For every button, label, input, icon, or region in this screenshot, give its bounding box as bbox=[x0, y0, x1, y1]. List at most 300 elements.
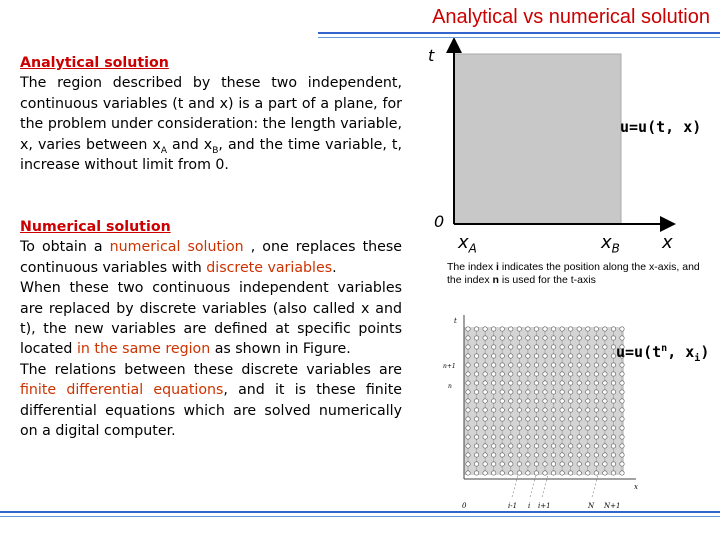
grid-node bbox=[551, 435, 555, 439]
grid-node bbox=[551, 390, 555, 394]
grid-node bbox=[483, 444, 487, 448]
grid-node bbox=[560, 417, 564, 421]
grid-label-N1: N+1 bbox=[604, 502, 621, 510]
grid-node bbox=[474, 426, 478, 430]
grid-node bbox=[543, 399, 547, 403]
index-note: The index i indicates the position along the x-axis, and the index n is used for the t-axis bbox=[447, 261, 700, 286]
grid-node bbox=[586, 408, 590, 412]
grid-node bbox=[483, 345, 487, 349]
grid-node bbox=[577, 345, 581, 349]
grid-node bbox=[620, 435, 624, 439]
grid-node bbox=[560, 354, 564, 358]
grid-label-0: 0 bbox=[462, 502, 467, 510]
grid-node bbox=[509, 390, 513, 394]
grid-node bbox=[474, 444, 478, 448]
grid-node bbox=[483, 354, 487, 358]
grid-node bbox=[474, 408, 478, 412]
grid-node bbox=[603, 435, 607, 439]
grid-node bbox=[594, 462, 598, 466]
grid-label-N: N bbox=[588, 502, 595, 510]
grid-node bbox=[517, 444, 521, 448]
grid-node bbox=[568, 390, 572, 394]
grid-node bbox=[474, 417, 478, 421]
grid-node bbox=[611, 327, 615, 331]
grid-node bbox=[577, 435, 581, 439]
grid-node bbox=[517, 390, 521, 394]
grid-node bbox=[560, 462, 564, 466]
grid-node bbox=[491, 372, 495, 376]
grid-node bbox=[594, 336, 598, 340]
grid-node bbox=[491, 426, 495, 430]
grid-node bbox=[483, 372, 487, 376]
grid-node bbox=[466, 444, 470, 448]
grid-node bbox=[543, 435, 547, 439]
grid-node bbox=[594, 435, 598, 439]
grid-node bbox=[560, 327, 564, 331]
grid-node bbox=[500, 327, 504, 331]
grid-node bbox=[586, 336, 590, 340]
grid-node bbox=[620, 363, 624, 367]
grid-node bbox=[517, 408, 521, 412]
grid-node bbox=[466, 381, 470, 385]
grid-node bbox=[551, 336, 555, 340]
grid-node bbox=[551, 327, 555, 331]
grid-node bbox=[611, 408, 615, 412]
grid-node bbox=[474, 336, 478, 340]
grid-node bbox=[517, 345, 521, 349]
index-leader-line bbox=[542, 475, 548, 497]
grid-node bbox=[551, 426, 555, 430]
grid-node bbox=[620, 399, 624, 403]
grid-node bbox=[526, 372, 530, 376]
grid-node bbox=[611, 372, 615, 376]
grid-node bbox=[568, 336, 572, 340]
grid-node bbox=[500, 345, 504, 349]
bottom-divider bbox=[0, 511, 720, 513]
grid-label-t: t bbox=[454, 317, 457, 325]
grid-node bbox=[534, 426, 538, 430]
grid-node bbox=[491, 462, 495, 466]
origin-label: 0 bbox=[434, 212, 445, 231]
grid-node bbox=[603, 363, 607, 367]
grid-node bbox=[526, 327, 530, 331]
grid-node bbox=[543, 327, 547, 331]
grid-node bbox=[534, 399, 538, 403]
grid-node bbox=[586, 381, 590, 385]
grid-node bbox=[474, 471, 478, 475]
grid-node bbox=[560, 336, 564, 340]
grid-node bbox=[560, 390, 564, 394]
grid-node bbox=[466, 408, 470, 412]
grid-node bbox=[534, 444, 538, 448]
analytical-text: The region described by these two independent, continuous variables (t and x) is a part of a plane, for the problem under consideration: the length variable, x, varies between $x_A$ and $x_B$, and the time variable, t, increase without limit from 0. bbox=[20, 75, 403, 174]
grid-node bbox=[491, 471, 495, 475]
grid-node bbox=[603, 417, 607, 421]
grid-node bbox=[509, 345, 513, 349]
grid-node bbox=[500, 444, 504, 448]
grid-node bbox=[466, 327, 470, 331]
grid-node bbox=[483, 426, 487, 430]
grid-node bbox=[491, 399, 495, 403]
grid-node bbox=[620, 408, 624, 412]
grid-node bbox=[491, 345, 495, 349]
grid-node bbox=[500, 336, 504, 340]
grid-node bbox=[466, 462, 470, 466]
continuous-region-figure bbox=[410, 38, 720, 268]
grid-node bbox=[543, 417, 547, 421]
grid-node bbox=[611, 345, 615, 349]
grid-node bbox=[509, 453, 513, 457]
grid-node bbox=[611, 417, 615, 421]
grid-node bbox=[551, 372, 555, 376]
grid-node bbox=[500, 399, 504, 403]
grid-node bbox=[526, 435, 530, 439]
grid-node bbox=[586, 399, 590, 403]
numerical-section bbox=[20, 217, 402, 441]
grid-node bbox=[491, 381, 495, 385]
grid-node bbox=[517, 381, 521, 385]
grid-node bbox=[474, 390, 478, 394]
grid-node bbox=[603, 345, 607, 349]
grid-node bbox=[603, 381, 607, 385]
grid-node bbox=[577, 462, 581, 466]
grid-node bbox=[586, 363, 590, 367]
grid-node bbox=[474, 453, 478, 457]
grid-node bbox=[568, 327, 572, 331]
grid-node bbox=[603, 471, 607, 475]
grid-node bbox=[474, 372, 478, 376]
grid-node bbox=[594, 399, 598, 403]
grid-node bbox=[466, 372, 470, 376]
grid-node bbox=[620, 444, 624, 448]
grid-node bbox=[543, 381, 547, 385]
grid-label-n: n bbox=[448, 383, 452, 390]
grid-node bbox=[577, 444, 581, 448]
grid-node bbox=[577, 372, 581, 376]
grid-node bbox=[577, 336, 581, 340]
grid-node bbox=[594, 444, 598, 448]
grid-node bbox=[594, 408, 598, 412]
grid-node bbox=[534, 354, 538, 358]
grid-node bbox=[509, 354, 513, 358]
grid-node bbox=[568, 444, 572, 448]
solution-region bbox=[454, 54, 621, 224]
grid-node bbox=[577, 426, 581, 430]
grid-node bbox=[577, 354, 581, 358]
grid-node bbox=[543, 462, 547, 466]
grid-node bbox=[526, 381, 530, 385]
grid-node bbox=[509, 399, 513, 403]
numerical-paragraph-3: The relations between these discrete variables are finite differential equations, and it is these finite differential equations which are solved numerically on a digital computer. bbox=[20, 361, 402, 440]
grid-node bbox=[577, 471, 581, 475]
grid-node bbox=[568, 417, 572, 421]
xb-label: $x_B$ bbox=[601, 232, 620, 256]
grid-node bbox=[517, 327, 521, 331]
grid-node bbox=[568, 426, 572, 430]
u-discrete-label: $u=u(t^n$, $x_i$) bbox=[616, 343, 710, 364]
index-leader-line bbox=[512, 475, 518, 497]
grid-node bbox=[594, 354, 598, 358]
grid-node bbox=[594, 345, 598, 349]
grid-node bbox=[568, 354, 572, 358]
grid-node bbox=[543, 408, 547, 412]
grid-node bbox=[534, 327, 538, 331]
grid-node bbox=[594, 363, 598, 367]
grid-node bbox=[500, 417, 504, 421]
grid-node bbox=[517, 453, 521, 457]
grid-node bbox=[474, 435, 478, 439]
grid-node bbox=[509, 372, 513, 376]
grid-node bbox=[534, 435, 538, 439]
grid-node bbox=[509, 336, 513, 340]
grid-node bbox=[577, 390, 581, 394]
grid-node bbox=[611, 354, 615, 358]
grid-node bbox=[534, 336, 538, 340]
grid-node bbox=[611, 444, 615, 448]
grid-node bbox=[620, 390, 624, 394]
grid-node bbox=[577, 327, 581, 331]
grid-node bbox=[526, 453, 530, 457]
grid-node bbox=[603, 462, 607, 466]
grid-node bbox=[603, 399, 607, 403]
grid-node bbox=[526, 417, 530, 421]
grid-node bbox=[568, 435, 572, 439]
grid-node bbox=[517, 336, 521, 340]
grid-node bbox=[611, 471, 615, 475]
grid-node bbox=[526, 363, 530, 367]
grid-node bbox=[466, 363, 470, 367]
grid-node bbox=[500, 462, 504, 466]
grid-node bbox=[483, 381, 487, 385]
grid-node bbox=[491, 444, 495, 448]
grid-node bbox=[594, 372, 598, 376]
grid-label-n1: n+1 bbox=[443, 363, 456, 370]
grid-node bbox=[603, 327, 607, 331]
grid-node bbox=[543, 336, 547, 340]
numerical-heading: Numerical solution bbox=[20, 219, 171, 235]
grid-node bbox=[526, 408, 530, 412]
grid-node bbox=[509, 471, 513, 475]
grid-node bbox=[603, 354, 607, 358]
grid-node bbox=[500, 453, 504, 457]
grid-node bbox=[509, 444, 513, 448]
grid-node bbox=[526, 345, 530, 349]
grid-node bbox=[568, 399, 572, 403]
grid-node bbox=[483, 399, 487, 403]
grid-node bbox=[560, 435, 564, 439]
grid-node bbox=[474, 462, 478, 466]
grid-node bbox=[543, 444, 547, 448]
grid-node bbox=[603, 372, 607, 376]
grid-node bbox=[560, 381, 564, 385]
grid-node bbox=[551, 363, 555, 367]
grid-node bbox=[491, 327, 495, 331]
grid-node bbox=[509, 426, 513, 430]
index-leader-line bbox=[592, 475, 598, 497]
grid-node bbox=[611, 399, 615, 403]
grid-node bbox=[543, 363, 547, 367]
grid-node bbox=[534, 390, 538, 394]
grid-node bbox=[594, 327, 598, 331]
grid-node bbox=[586, 426, 590, 430]
grid-node bbox=[534, 381, 538, 385]
grid-node bbox=[466, 453, 470, 457]
grid-node bbox=[577, 453, 581, 457]
grid-node bbox=[500, 426, 504, 430]
grid-node bbox=[534, 363, 538, 367]
grid-node bbox=[543, 471, 547, 475]
grid-node bbox=[466, 354, 470, 358]
grid-node bbox=[603, 453, 607, 457]
grid-node bbox=[543, 372, 547, 376]
grid-node bbox=[586, 372, 590, 376]
bottom-divider-thin bbox=[0, 516, 720, 517]
grid-node bbox=[509, 363, 513, 367]
grid-node bbox=[620, 327, 624, 331]
x-axis-label: x bbox=[662, 232, 673, 253]
grid-node bbox=[466, 345, 470, 349]
grid-node bbox=[509, 381, 513, 385]
grid-node bbox=[620, 372, 624, 376]
grid-node bbox=[586, 471, 590, 475]
grid-node bbox=[474, 399, 478, 403]
grid-node bbox=[483, 471, 487, 475]
grid-node bbox=[568, 363, 572, 367]
grid-node bbox=[483, 462, 487, 466]
t-axis-label: t bbox=[428, 46, 435, 65]
numerical-paragraph-2: When these two continuous independent variables are replaced by discrete variables (also called x and t), the new variables are defined at specific points located in the same region as shown in Figure. bbox=[20, 280, 402, 358]
grid-node bbox=[586, 453, 590, 457]
index-leader-line bbox=[530, 475, 536, 497]
grid-node bbox=[594, 426, 598, 430]
grid-node bbox=[517, 471, 521, 475]
grid-node bbox=[586, 345, 590, 349]
grid-node bbox=[603, 336, 607, 340]
grid-node bbox=[474, 345, 478, 349]
grid-node bbox=[500, 354, 504, 358]
grid-node bbox=[526, 390, 530, 394]
grid-node bbox=[594, 417, 598, 421]
grid-node bbox=[466, 336, 470, 340]
grid-node bbox=[483, 390, 487, 394]
numerical-paragraph-1: To obtain a numerical solution , one replaces these continuous variables with discrete variables. bbox=[20, 239, 402, 276]
grid-node bbox=[568, 453, 572, 457]
grid-node bbox=[526, 462, 530, 466]
grid-node bbox=[577, 399, 581, 403]
grid-node bbox=[474, 363, 478, 367]
grid-node bbox=[500, 381, 504, 385]
grid-node bbox=[611, 453, 615, 457]
grid-node bbox=[560, 471, 564, 475]
grid-node bbox=[568, 471, 572, 475]
grid-node bbox=[534, 471, 538, 475]
grid-node bbox=[500, 471, 504, 475]
grid-node bbox=[551, 399, 555, 403]
grid-node bbox=[483, 327, 487, 331]
grid-node bbox=[603, 390, 607, 394]
grid-node bbox=[500, 435, 504, 439]
grid-node bbox=[509, 462, 513, 466]
grid-node bbox=[568, 408, 572, 412]
grid-node bbox=[551, 471, 555, 475]
grid-node bbox=[560, 453, 564, 457]
grid-node bbox=[568, 345, 572, 349]
grid-node bbox=[611, 363, 615, 367]
grid-node bbox=[483, 408, 487, 412]
grid-node bbox=[483, 453, 487, 457]
xa-label: $x_A$ bbox=[458, 232, 477, 256]
grid-node bbox=[483, 336, 487, 340]
title-divider bbox=[318, 32, 720, 34]
grid-node bbox=[474, 354, 478, 358]
grid-node bbox=[483, 363, 487, 367]
grid-node bbox=[611, 336, 615, 340]
grid-node bbox=[594, 471, 598, 475]
grid-node bbox=[611, 462, 615, 466]
grid-node bbox=[577, 363, 581, 367]
grid-node bbox=[543, 390, 547, 394]
grid-node bbox=[466, 426, 470, 430]
grid-node bbox=[560, 408, 564, 412]
grid-node bbox=[551, 417, 555, 421]
grid-node bbox=[594, 390, 598, 394]
grid-node bbox=[560, 345, 564, 349]
grid-node bbox=[483, 417, 487, 421]
grid-node bbox=[491, 435, 495, 439]
grid-node bbox=[586, 417, 590, 421]
grid-node bbox=[500, 372, 504, 376]
grid-node bbox=[543, 453, 547, 457]
grid-node bbox=[603, 426, 607, 430]
grid-node bbox=[474, 381, 478, 385]
grid-node bbox=[517, 363, 521, 367]
grid-node bbox=[526, 399, 530, 403]
grid-node bbox=[517, 372, 521, 376]
grid-node bbox=[568, 462, 572, 466]
u-function-label: u=u(t, x) bbox=[620, 118, 702, 136]
grid-node bbox=[577, 381, 581, 385]
grid-node bbox=[526, 471, 530, 475]
grid-node bbox=[586, 444, 590, 448]
grid-node bbox=[526, 426, 530, 430]
grid-node bbox=[603, 408, 607, 412]
grid-node bbox=[500, 390, 504, 394]
grid-node bbox=[517, 462, 521, 466]
grid-node bbox=[466, 390, 470, 394]
analytical-heading: Analytical solution bbox=[20, 55, 169, 71]
grid-node bbox=[560, 399, 564, 403]
grid-node bbox=[526, 354, 530, 358]
grid-node bbox=[500, 363, 504, 367]
slide-title: Analytical vs numerical solution bbox=[432, 6, 710, 28]
grid-label-i: i bbox=[528, 502, 531, 510]
grid-node bbox=[517, 399, 521, 403]
grid-node bbox=[500, 408, 504, 412]
grid-label-x: x bbox=[634, 483, 638, 491]
grid-node bbox=[586, 435, 590, 439]
grid-node bbox=[543, 345, 547, 349]
grid-node bbox=[491, 390, 495, 394]
grid-node bbox=[577, 417, 581, 421]
grid-node bbox=[526, 444, 530, 448]
grid-node bbox=[543, 354, 547, 358]
grid-node bbox=[551, 444, 555, 448]
grid-node bbox=[611, 426, 615, 430]
grid-node bbox=[568, 372, 572, 376]
grid-node bbox=[526, 336, 530, 340]
grid-node bbox=[620, 426, 624, 430]
grid-node bbox=[586, 390, 590, 394]
